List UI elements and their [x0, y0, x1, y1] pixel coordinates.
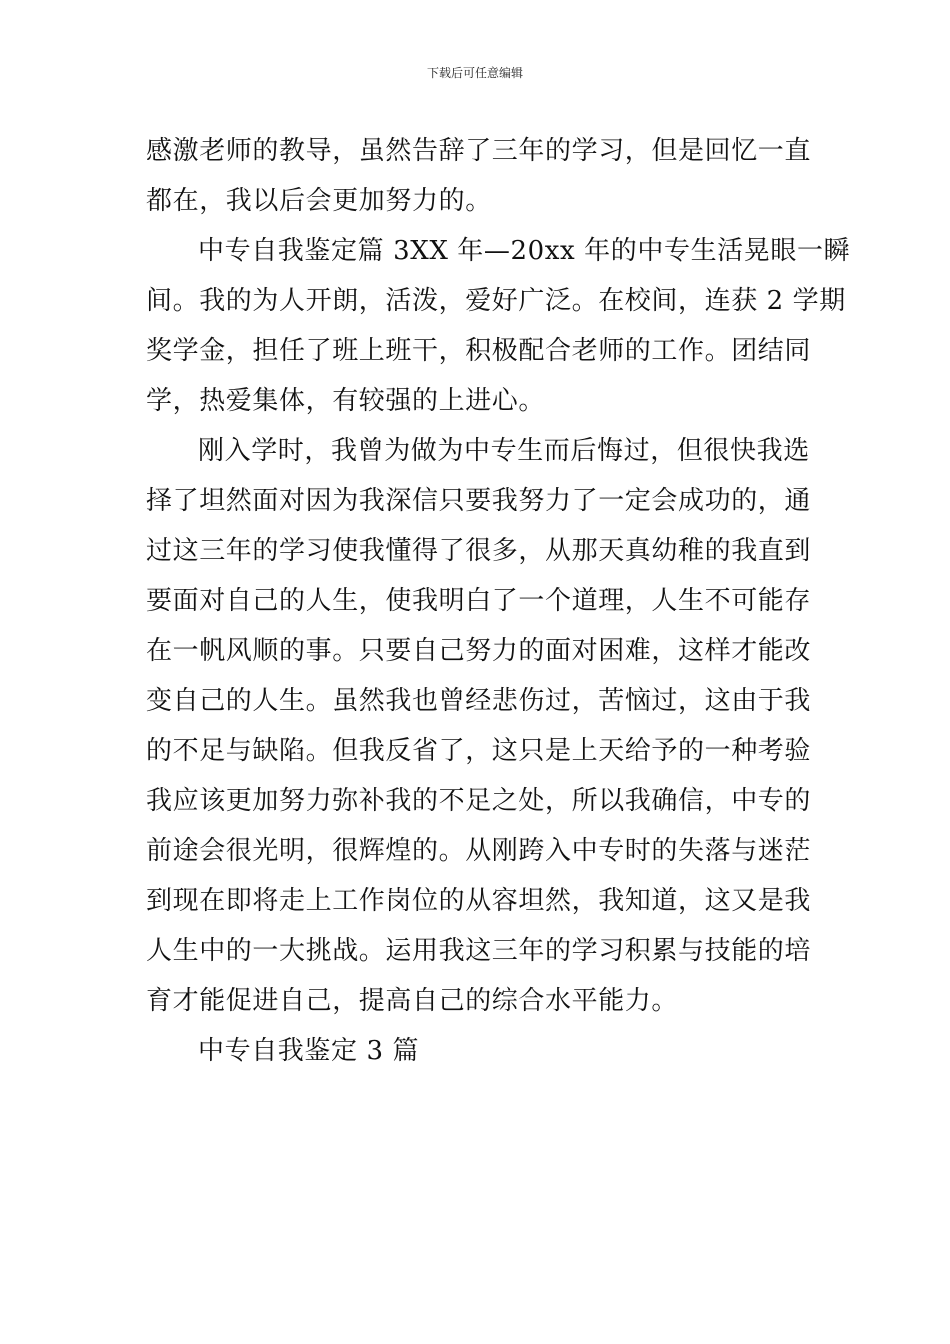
- text-line: 到现在即将走上工作岗位的从容坦然，我知道，这又是我: [146, 886, 812, 916]
- text-line: 我应该更加努力弥补我的不足之处，所以我确信，中专的: [146, 786, 812, 816]
- text-line: 间。我的为人开朗，活泼，爱好广泛。在校间，连获 2 学期: [146, 286, 846, 316]
- text-line: 前途会很光明，很辉煌的。从刚跨入中专时的失落与迷茫: [146, 836, 812, 866]
- text-line: 中专自我鉴定篇 3XX 年—20xx 年的中专生活晃眼一瞬: [198, 236, 851, 266]
- paragraph: [146, 226, 851, 426]
- section-heading: 中专自我鉴定 3 篇: [198, 1036, 420, 1066]
- paragraph: [146, 126, 812, 226]
- text-line: 育才能促进自己，提高自己的综合水平能力。: [146, 986, 679, 1016]
- text-line: 奖学金，担任了班上班干，积极配合老师的工作。团结同: [146, 336, 812, 366]
- paragraph: [146, 426, 812, 1026]
- text-line: 人生中的一大挑战。运用我这三年的学习积累与技能的培: [146, 936, 812, 966]
- paragraph: [146, 1026, 808, 1076]
- text-line: 刚入学时，我曾为做为中专生而后悔过，但很快我选: [198, 436, 810, 466]
- text-line: 学，热爱集体，有较强的上进心。: [146, 386, 546, 416]
- text-line: 的不足与缺陷。但我反省了，这只是上天给予的一种考验: [146, 736, 812, 766]
- text-line: 择了坦然面对因为我深信只要我努力了一定会成功的，通: [146, 486, 812, 516]
- text-line: 感激老师的教导，虽然告辞了三年的学习，但是回忆一直: [146, 136, 812, 166]
- document-body: [146, 126, 851, 1076]
- text-line: 过这三年的学习使我懂得了很多，从那天真幼稚的我直到: [146, 536, 812, 566]
- page-header-note: 下载后可任意编辑: [426, 66, 523, 80]
- text-line: 变自己的人生。虽然我也曾经悲伤过，苦恼过，这由于我: [146, 686, 812, 716]
- text-line: 在一帆风顺的事。只要自己努力的面对困难，这样才能改: [146, 636, 812, 666]
- text-line: 要面对自己的人生，使我明白了一个道理，人生不可能存: [146, 586, 812, 616]
- text-line: 都在，我以后会更加努力的。: [146, 186, 492, 216]
